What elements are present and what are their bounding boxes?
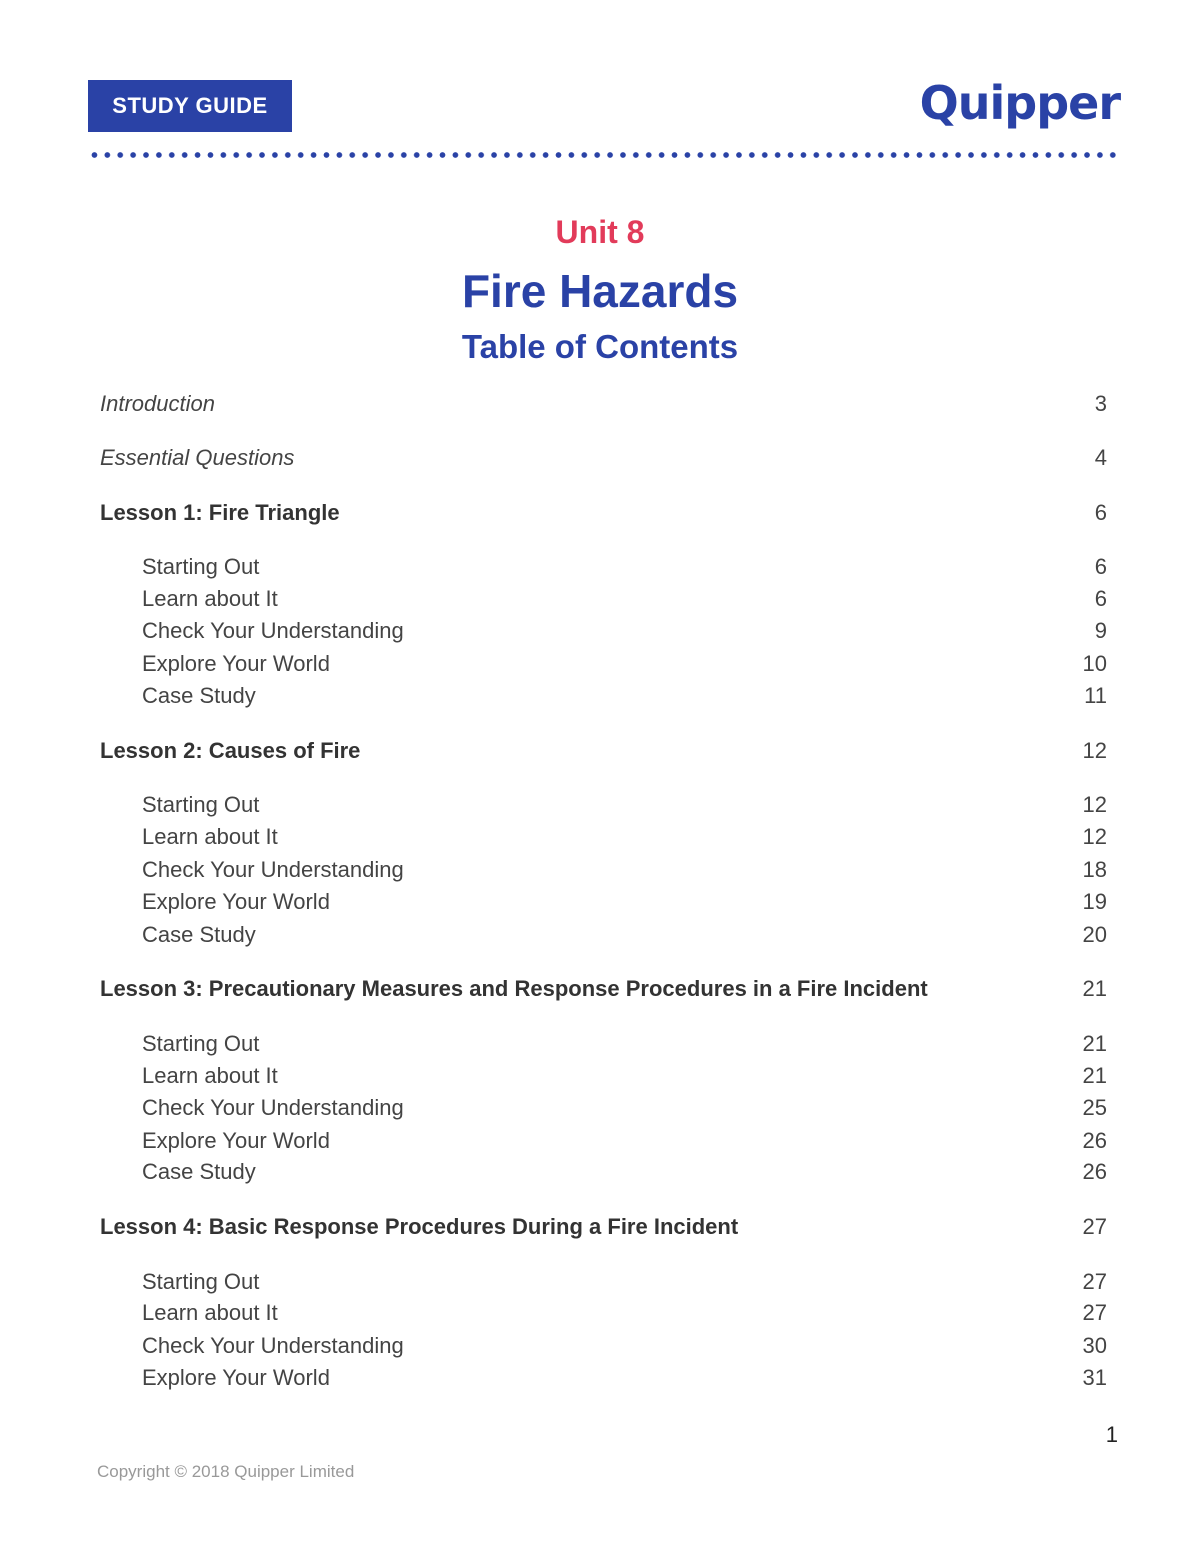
toc-entry-page: 21 — [1082, 1031, 1107, 1056]
toc-entry[interactable] — [142, 1029, 1107, 1059]
toc-entry[interactable] — [142, 1331, 1107, 1361]
toc-entry[interactable] — [142, 1267, 1107, 1297]
toc-entry[interactable] — [100, 736, 1107, 766]
toc-entry[interactable] — [142, 681, 1107, 711]
toc-entry[interactable] — [142, 1061, 1107, 1091]
toc-entry[interactable] — [142, 887, 1107, 917]
toc-entry[interactable] — [142, 552, 1107, 582]
toc-entry-page: 30 — [1082, 1333, 1107, 1358]
quipper-logo: Quipper — [919, 76, 1120, 130]
toc-entry-page: 19 — [1082, 889, 1107, 914]
toc-entry[interactable] — [100, 389, 1107, 419]
toc-entry-label: Lesson 1: Fire Triangle — [100, 500, 340, 525]
toc-entry-page: 18 — [1082, 857, 1107, 882]
toc-entry-page: 20 — [1082, 922, 1107, 947]
toc-entry-page: 26 — [1082, 1159, 1107, 1184]
toc-entry-page: 9 — [1094, 618, 1107, 643]
toc-entry[interactable] — [100, 1212, 1107, 1242]
toc-entry-label: Case Study — [142, 1159, 256, 1184]
toc-entry[interactable] — [100, 443, 1107, 473]
toc-entry[interactable] — [142, 584, 1107, 614]
page-title: Fire Hazards — [461, 265, 739, 317]
toc-entry-label: Explore Your World — [142, 1128, 330, 1153]
toc-entry-label: Starting Out — [142, 1031, 260, 1056]
toc-entry-label: Explore Your World — [142, 889, 330, 914]
toc-entry-label: Explore Your World — [142, 1365, 330, 1390]
toc-entry[interactable] — [100, 498, 1107, 528]
dotted-divider — [88, 152, 1120, 158]
toc-entry-label: Learn about It — [142, 1063, 278, 1088]
toc-entry-label: Learn about It — [142, 824, 278, 849]
toc-entry-page: 6 — [1094, 586, 1107, 611]
toc-entry-page: 21 — [1082, 1063, 1107, 1088]
toc-heading: Table of Contents — [461, 328, 739, 365]
toc-entry[interactable] — [142, 822, 1107, 852]
toc-entry[interactable] — [142, 1363, 1107, 1393]
toc-entry[interactable] — [142, 855, 1107, 885]
toc-entry[interactable] — [142, 1126, 1107, 1156]
toc-entry-label: Essential Questions — [100, 445, 295, 470]
toc-entry-label: Check Your Understanding — [142, 618, 404, 643]
toc-entry-label: Lesson 2: Causes of Fire — [100, 738, 361, 763]
toc-entry[interactable] — [142, 649, 1107, 679]
copyright-footer: Copyright © 2018 Quipper Limited — [97, 1462, 355, 1481]
study-guide-badge: STUDY GUIDE — [88, 80, 292, 132]
toc-entry-label: Check Your Understanding — [142, 857, 404, 882]
toc-entry-page: 10 — [1082, 651, 1107, 676]
toc-entry-page: 27 — [1082, 1214, 1107, 1239]
toc-entry[interactable] — [100, 974, 1107, 1004]
toc-entry-page: 21 — [1082, 976, 1107, 1001]
toc-entry-label: Starting Out — [142, 1269, 260, 1294]
unit-label: Unit 8 — [555, 214, 645, 250]
toc-entry-page: 27 — [1082, 1300, 1107, 1325]
toc-entry-page: 12 — [1082, 792, 1107, 817]
page-number: 1 — [1105, 1422, 1118, 1447]
toc-entry-page: 26 — [1082, 1128, 1107, 1153]
toc-entry-label: Lesson 4: Basic Response Procedures During a Fire Incident — [100, 1214, 739, 1239]
toc-entry-label: Case Study — [142, 922, 256, 947]
toc-entry-label: Learn about It — [142, 586, 278, 611]
toc-entry[interactable] — [142, 1298, 1107, 1328]
toc-entry[interactable] — [142, 920, 1107, 950]
toc-entry-page: 11 — [1084, 683, 1107, 708]
toc-entry-label: Introduction — [100, 391, 215, 416]
toc-entry-page: 25 — [1082, 1095, 1107, 1120]
toc-entry-label: Starting Out — [142, 792, 260, 817]
toc-entry-page: 27 — [1082, 1269, 1107, 1294]
toc-entry-page: 6 — [1094, 500, 1107, 525]
toc-entry-label: Check Your Understanding — [142, 1333, 404, 1358]
toc-entry-page: 3 — [1094, 391, 1107, 416]
toc-entry-label: Learn about It — [142, 1300, 278, 1325]
toc-entry[interactable] — [142, 790, 1107, 820]
toc-entry-label: Explore Your World — [142, 651, 330, 676]
toc-entry[interactable] — [142, 1093, 1107, 1123]
toc-entry-label: Starting Out — [142, 554, 260, 579]
toc-entry-label: Lesson 3: Precautionary Measures and Response Procedures in a Fire Incident — [100, 976, 928, 1001]
toc-entry-page: 31 — [1082, 1365, 1107, 1390]
toc-entry-label: Case Study — [142, 683, 256, 708]
toc-entry[interactable] — [142, 616, 1107, 646]
toc-entry-page: 12 — [1082, 824, 1107, 849]
toc-entry-page: 4 — [1094, 445, 1107, 470]
toc-entry-page: 6 — [1094, 554, 1107, 579]
toc-entry-label: Check Your Understanding — [142, 1095, 404, 1120]
toc-entry[interactable] — [142, 1157, 1107, 1187]
toc-entry-page: 12 — [1082, 738, 1107, 763]
